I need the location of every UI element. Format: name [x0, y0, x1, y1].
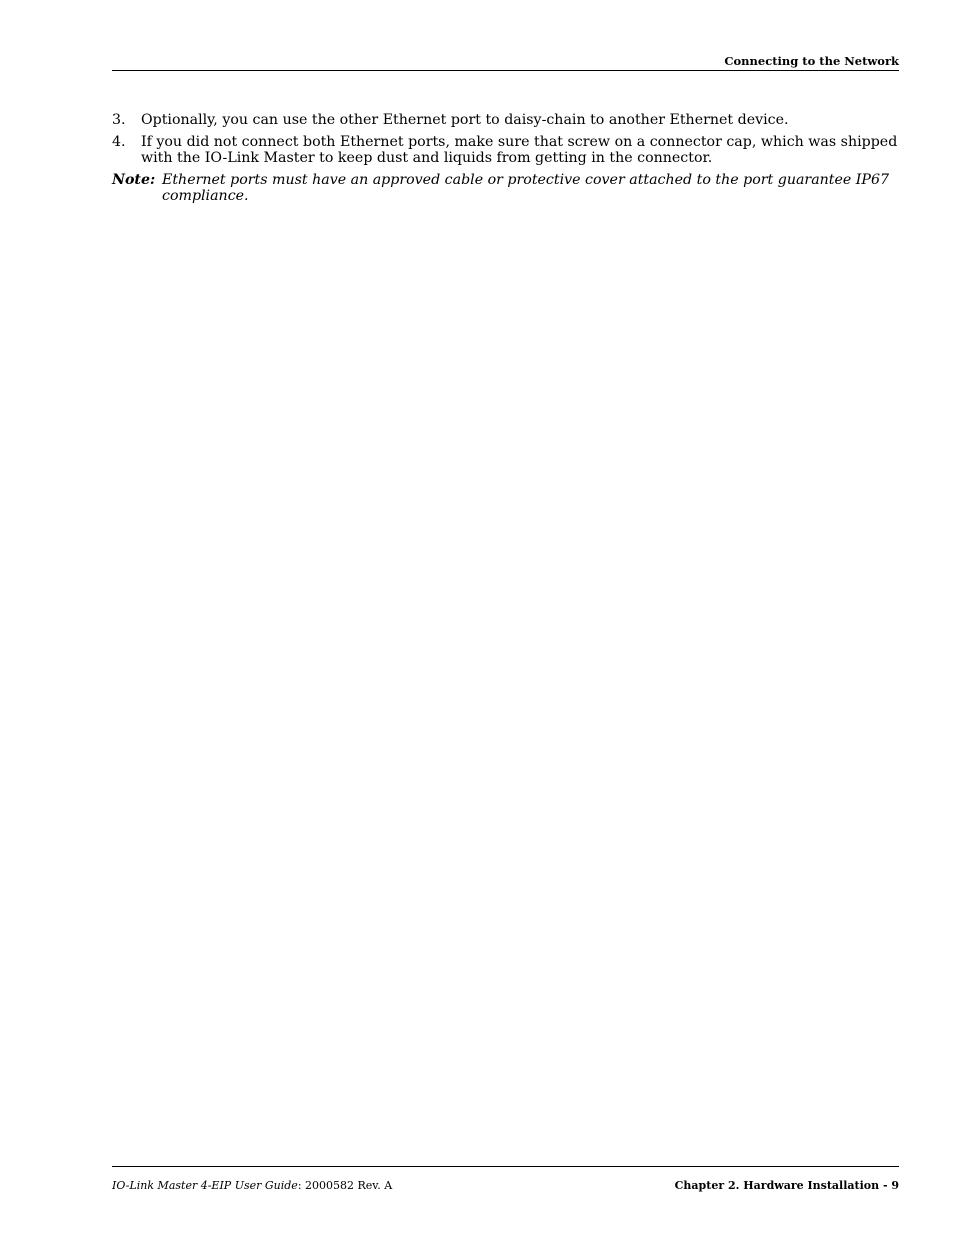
footer-chapter-page: Chapter 2. Hardware Installation - 9 — [674, 1179, 899, 1192]
step-text: Optionally, you can use the other Ethernet port to daisy-chain to another Ethernet device. — [141, 112, 789, 128]
step-item — [112, 112, 899, 128]
step-item — [112, 134, 899, 166]
note-block — [112, 172, 899, 204]
page-footer — [112, 1166, 899, 1197]
step-text-line: with the IO-Link Master to keep dust and liquids from getting in the connector. — [141, 150, 713, 166]
page-header — [112, 54, 899, 71]
page-content — [112, 112, 899, 204]
header-section-title: Connecting to the Network — [724, 54, 899, 68]
note-text-line: compliance. — [162, 188, 249, 204]
footer-doc-info — [112, 1179, 392, 1193]
footer-doc-revision: : 2000582 Rev. A — [297, 1179, 393, 1192]
step-text-line: If you did not connect both Ethernet ports, make sure that screw on a connector cap, which was shipped — [141, 134, 898, 150]
note-text-line: Ethernet ports must have an approved cable or protective cover attached to the port guarantee IP67 — [162, 172, 889, 188]
step-number: 4. — [112, 134, 126, 150]
step-number: 3. — [112, 112, 126, 128]
footer-doc-title: IO-Link Master 4-EIP User Guide — [112, 1179, 298, 1192]
note-label: Note: — [112, 172, 156, 188]
